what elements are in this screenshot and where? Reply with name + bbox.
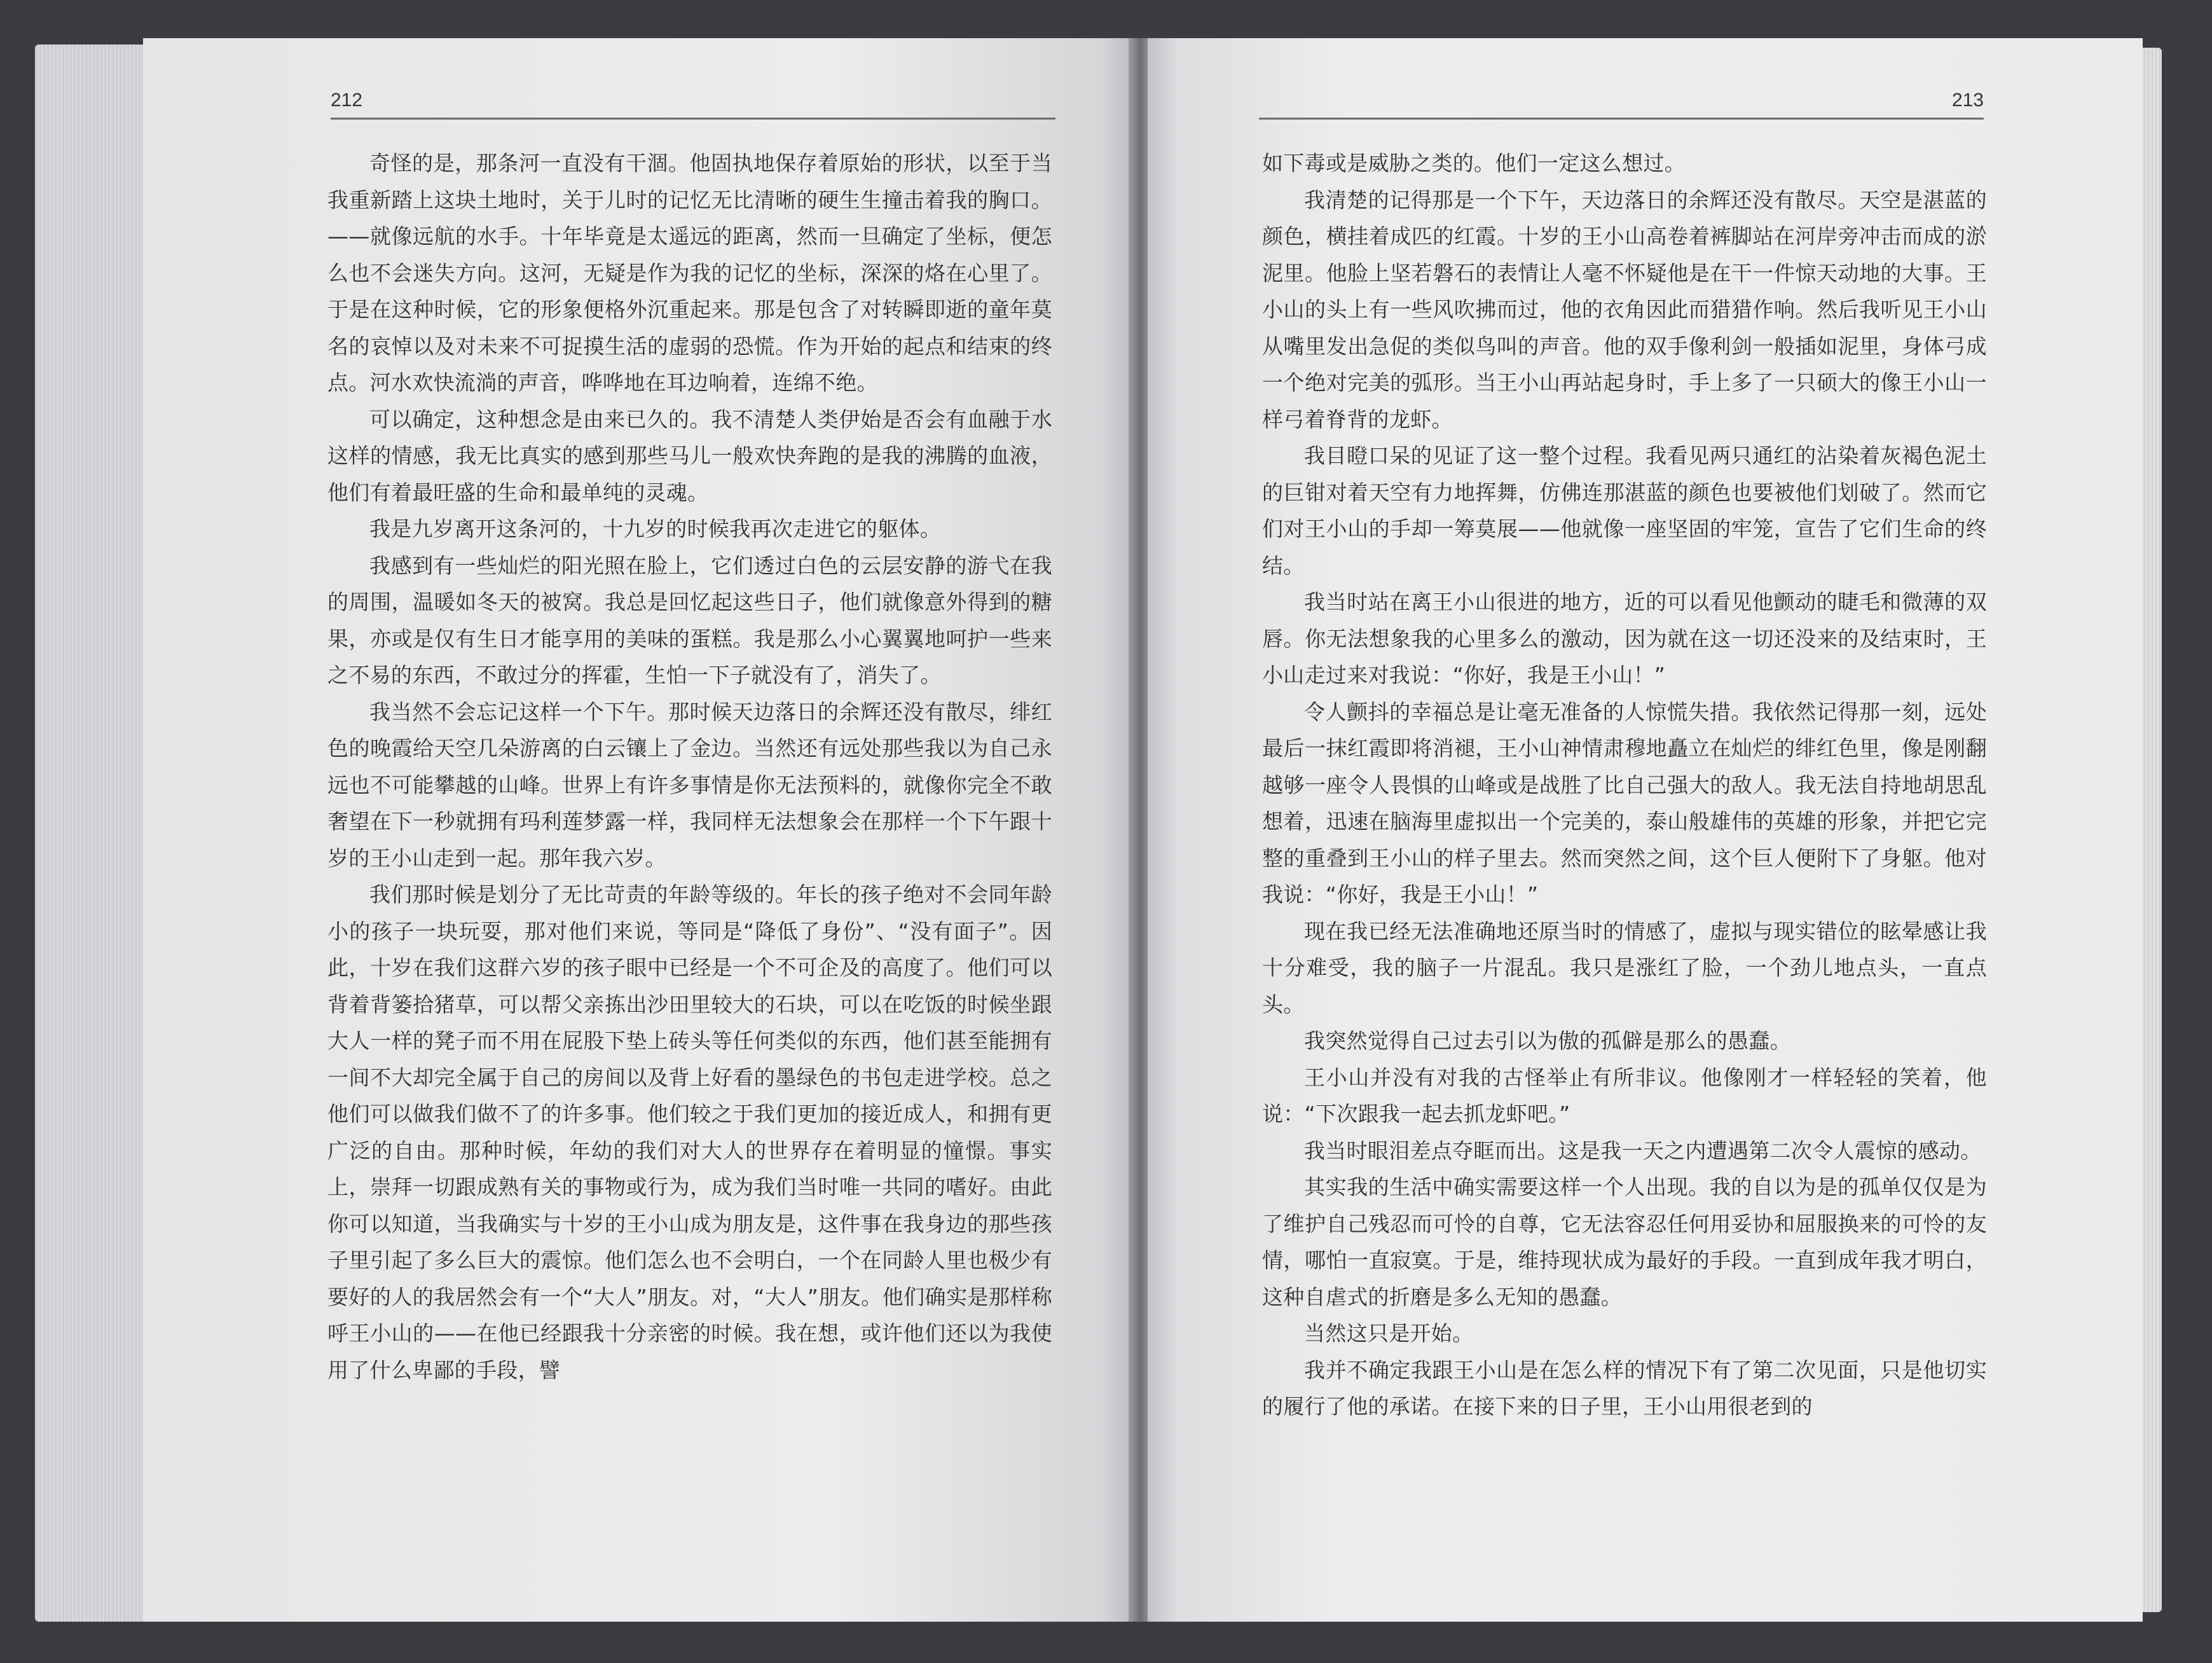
page-edges-left — [35, 45, 156, 1622]
paragraph: 我当时眼泪差点夺眶而出。这是我一天之内遭遇第二次令人震惊的感动。 — [1304, 1138, 1982, 1163]
right-page-number: 213 — [1951, 90, 1984, 111]
paragraph: 我清楚的记得那是一个下午，天边落日的余辉还没有散尽。天空是湛蓝的颜色，横挂着成匹的红霞。十岁的王小山高卷着裤脚站在河岸旁冲击而成的淤泥里。他脸上坚若磐石的表情让人毫不怀疑他是在干一件惊天动地的大事。王小山的头上有一些风吹拂而过，他的衣角因此而猎猎作响。然后我听见王小山从嘴里发出急促的类似鸟叫的声音。他的双手像利剑一般插如泥里，身体弓成一个绝对完美的弧形。当王小山再站起身时，手上多了一只硕大的像王小山一样弓着脊背的龙虾。 — [1262, 187, 1987, 432]
paragraph: 王小山并没有对我的古怪举止有所非议。他像刚才一样轻轻的笑着，他说：“下次跟我一起去抓龙虾吧。” — [1262, 1065, 1987, 1126]
right-page-header — [1259, 92, 1984, 120]
paragraph: 奇怪的是，那条河一直没有干涸。他固执地保存着原始的形状，以至于当我重新踏上这块土地时，关于儿时的记忆无比清晰的硬生生撞击着我的胸口。——就像远航的水手。十年毕竟是太遥远的距离，然而一旦确定了坐标，便怎么也不会迷失方向。这河，无疑是作为我的记忆的坐标，深深的烙在心里了。于是在这种时候，它的形象便格外沉重起来。那是包含了对转瞬即逝的童年莫名的哀悼以及对未来不可捉摸生活的虚弱的恐慌。作为开始的起点和结束的终点。河水欢快流淌的声音，哗哗地在耳边响着，连绵不绝。 — [327, 151, 1052, 395]
paragraph: 我当时站在离王小山很进的地方，近的可以看见他颤动的睫毛和微薄的双唇。你无法想象我的心里多么的激动，因为就在这一切还没来的及结束时，王小山走过来对我说：“你好，我是王小山！” — [1262, 590, 1987, 687]
paragraph: 可以确定，这种想念是由来已久的。我不清楚人类伊始是否会有血融于水这样的情感，我无比真实的感到那些马儿一般欢快奔跑的是我的沸腾的血液，他们有着最旺盛的生命和最单纯的灵魂。 — [327, 406, 1052, 505]
left-page-header — [331, 92, 1055, 120]
paragraph-continued: 如下毒或是威胁之类的。他们一定这么想过。 — [1262, 151, 1686, 176]
paragraph: 我是九岁离开这条河的，十九岁的时候我再次走进它的躯体。 — [369, 516, 942, 541]
left-page-text — [327, 145, 1052, 1388]
paragraph: 令人颤抖的幸福总是让毫无准备的人惊慌失措。我依然记得那一刻，远处最后一抹红霞即将消褪，王小山神情肃穆地矗立在灿烂的绯红色里，像是刚翻越够一座令人畏惧的山峰或是战胜了比自己强大的敌人。我无法自持地胡思乱想着，迅速在脑海里虚拟出一个完美的，泰山般雄伟的英雄的形象，并把它完整的重叠到王小山的样子里去。然而突然之间，这个巨人便附下了身躯。他对我说：“你好，我是王小山！” — [1262, 699, 1987, 907]
paragraph: 我们那时候是划分了无比苛责的年龄等级的。年长的孩子绝对不会同年龄小的孩子一块玩耍，那对他们来说，等同是“降低了身份”、“没有面子”。因此，十岁在我们这群六岁的孩子眼中已经是一个不可企及的高度了。他们可以背着背篓拾猪草，可以帮父亲拣出沙田里较大的石块，可以在吃饭的时候坐跟大人一样的凳子而不用在屁股下垫上砖头等任何类似的东西，他们甚至能拥有一间不大却完全属于自己的房间以及背上好看的墨绿色的书包走进学校。总之他们可以做我们做不了的许多事。他们较之于我们更加的接近成人，和拥有更广泛的自由。那种时候，年幼的我们对大人的世界存在着明显的憧憬。事实上，崇拜一切跟成熟有关的事物或行为，成为我们当时唯一共同的嗜好。由此你可以知道，当我确实与十岁的王小山成为朋友是，这件事在我身边的那些孩子里引起了多么巨大的震惊。他们怎么也不会明白，一个在同龄人里也极少有要好的人的我居然会有一个“大人”朋友。对，“大人”朋友。他们确实是那样称呼王小山的——在他已经跟我十分亲密的时候。我在想，或许他们还以为我使用了什么卑鄙的手段，譬 — [327, 882, 1052, 1383]
right-page-text — [1262, 145, 1987, 1425]
paragraph: 我并不确定我跟王小山是在怎么样的情况下有了第二次见面，只是他切实的履行了他的承诺。在接下来的日子里，王小山用很老到的 — [1262, 1357, 1987, 1419]
paragraph: 我当然不会忘记这样一个下午。那时候天边落日的余辉还没有散尽，绯红色的晚霞给天空几朵游离的白云镶上了金边。当然还有远处那些我以为自己永远也不可能攀越的山峰。世界上有许多事情是你无法预料的，就像你完全不敢奢望在下一秒就拥有玛利莲梦露一样，我同样无法想象会在那样一个下午跟十岁的王小山走到一起。那年我六岁。 — [327, 699, 1052, 871]
paragraph: 其实我的生活中确实需要这样一个人出现。我的自以为是的孤单仅仅是为了维护自己残忍而可怜的自尊，它无法容忍任何用妥协和屈服换来的可怜的友情，哪怕一直寂寞。于是，维持现状成为最好的手段。一直到成年我才明白，这种自虐式的折磨是多么无知的愚蠢。 — [1262, 1175, 1987, 1309]
right-page — [1148, 38, 2143, 1622]
left-page-number: 212 — [331, 90, 363, 111]
paragraph: 现在我已经无法准确地还原当时的情感了，虚拟与现实错位的眩晕感让我十分难受，我的脑子一片混乱。我只是涨红了脸，一个劲儿地点头，一直点头。 — [1262, 918, 1987, 1017]
paragraph: 我突然觉得自己过去引以为傲的孤僻是那么的愚蠢。 — [1304, 1028, 1791, 1053]
paragraph: 我目瞪口呆的见证了这一整个过程。我看见两只通红的沾染着灰褐色泥土的巨钳对着天空有力地挥舞，仿佛连那湛蓝的颜色也要被他们划破了。然而它们对王小山的手却一筹莫展——他就像一座坚固的牢笼，宣告了它们生命的终结。 — [1262, 443, 1987, 578]
paragraph: 当然这只是开始。 — [1304, 1321, 1474, 1346]
paragraph: 我感到有一些灿烂的阳光照在脸上，它们透过白色的云层安静的游弋在我的周围，温暖如冬天的被窝。我总是回忆起这些日子，他们就像意外得到的糖果，亦或是仅有生日才能享用的美味的蛋糕。我是那么小心翼翼地呵护一些来之不易的东西，不敢过分的挥霍，生怕一下子就没有了，消失了。 — [327, 553, 1052, 687]
left-page — [143, 38, 1132, 1622]
